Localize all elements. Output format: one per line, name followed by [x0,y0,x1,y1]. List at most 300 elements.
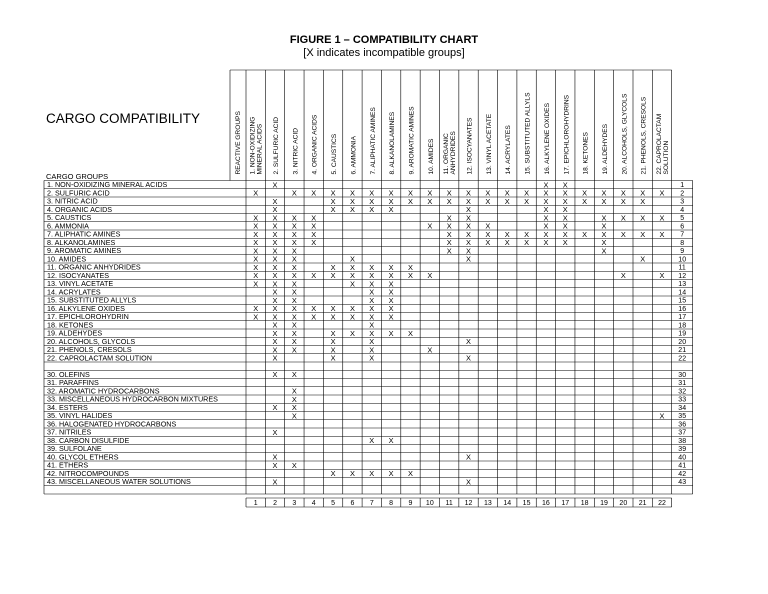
incompatible-mark: X [620,271,626,281]
row-number: 33 [678,396,687,404]
row-number: 12 [678,272,687,280]
incompatible-mark: X [330,353,336,363]
incompatible-mark: X [272,213,278,223]
incompatible-mark: X [349,279,355,289]
incompatible-mark: X [388,279,394,289]
incompatible-mark: X [640,254,646,264]
incompatible-mark: X [543,205,549,215]
incompatible-mark: X [640,188,646,198]
incompatible-mark: X [543,180,549,190]
incompatible-mark: X [388,436,394,446]
row-number: 22 [678,355,687,363]
incompatible-mark: X [504,238,510,248]
incompatible-mark: X [272,262,278,272]
cargo-group-name: 10. AMIDES [47,254,87,264]
incompatible-mark: X [504,229,510,239]
incompatible-mark: X [291,287,297,297]
column-number: 14 [503,500,512,507]
reactive-header-8: 8. ALKANOLAMINES [389,111,397,175]
column-number: 15 [522,500,531,507]
incompatible-mark: X [272,295,278,305]
incompatible-mark: X [349,205,355,215]
cargo-group-name: 38. CARBON DISULFIDE [47,435,130,445]
incompatible-mark: X [272,337,278,347]
incompatible-mark: X [543,238,549,248]
incompatible-mark: X [582,196,588,206]
column-number: 21 [638,500,647,507]
incompatible-mark: X [388,304,394,314]
incompatible-mark: X [601,246,607,256]
row-number: 38 [678,437,687,445]
row-number: 10 [678,256,687,264]
column-number: 20 [619,500,628,507]
cargo-group-name: 41. ETHERS [47,460,89,470]
incompatible-mark: X [272,370,278,380]
incompatible-mark: X [582,188,588,198]
cargo-compatibility-title: CARGO COMPATIBILITY [46,111,201,126]
incompatible-mark: X [330,337,336,347]
column-number: 9 [408,500,413,507]
incompatible-mark: X [408,271,413,281]
column-number: 22 [658,500,666,507]
incompatible-mark: X [291,238,297,248]
incompatible-mark: X [272,452,278,462]
incompatible-mark: X [272,477,278,487]
incompatible-mark: X [369,469,375,479]
incompatible-mark: X [524,196,530,206]
incompatible-mark: X [369,337,375,347]
incompatible-mark: X [408,262,413,272]
incompatible-mark: X [330,328,336,338]
row-number: 3 [680,198,685,206]
cargo-group-name: 34. ESTERS [47,402,88,412]
cargo-group-name: 7. ALIPHATIC AMINES [47,229,121,239]
incompatible-mark: X [291,262,297,272]
column-number: 2 [273,500,277,507]
incompatible-mark: X [601,213,607,223]
incompatible-mark: X [330,345,336,355]
incompatible-mark: X [349,262,355,272]
incompatible-mark: X [291,304,297,314]
incompatible-mark: X [349,271,355,281]
incompatible-mark: X [369,353,375,363]
incompatible-mark: X [601,221,607,231]
reactive-header-5: 5. CAUSTICS [331,133,339,175]
reactive-groups-label: REACTIVE GROUPS [235,111,242,175]
cargo-group-name: 5. CAUSTICS [47,213,92,223]
reactive-header-22: 22. CAPROLACTAM [656,113,664,175]
row-number: 21 [678,347,687,355]
incompatible-mark: X [272,271,278,281]
incompatible-mark: X [388,312,394,322]
incompatible-mark: X [369,436,375,446]
column-number: 11 [445,500,453,507]
cargo-group-name: 20. ALCOHOLS, GLYCOLS [47,336,136,346]
incompatible-mark: X [291,337,297,347]
incompatible-mark: X [272,403,278,413]
column-number: 7 [369,500,374,507]
row-number: 11 [678,264,686,272]
figure-title: FIGURE 1 – COMPATIBILITY CHART [289,34,479,46]
incompatible-mark: X [446,238,452,248]
incompatible-mark: X [543,213,549,223]
incompatible-mark: X [291,411,297,421]
incompatible-mark: X [562,205,568,215]
incompatible-mark: X [291,460,297,470]
incompatible-mark: X [562,188,568,198]
incompatible-mark: X [524,188,530,198]
incompatible-mark: X [272,460,278,470]
row-number: 32 [678,388,687,396]
row-number: 20 [678,338,687,346]
cargo-group-name: 17. EPICHLOROHYDRIN [47,312,129,322]
cargo-group-name: 42. NITROCOMPOUNDS [47,468,129,478]
incompatible-mark: X [659,213,665,223]
incompatible-mark: X [427,221,433,231]
incompatible-mark: X [311,312,317,322]
incompatible-mark: X [291,403,297,413]
reactive-header-22: SOLUTION [663,140,671,175]
incompatible-mark: X [369,279,375,289]
reactive-header-19: 19. ALDEHYDES [601,123,609,175]
incompatible-mark: X [408,328,413,338]
row-number: 13 [678,281,687,289]
row-number: 6 [680,223,685,231]
incompatible-mark: X [408,188,413,198]
incompatible-mark: X [640,213,646,223]
column-number: 3 [292,500,297,507]
incompatible-mark: X [349,188,355,198]
incompatible-mark: X [349,254,355,264]
incompatible-mark: X [311,221,317,231]
cargo-group-name: 16. ALKYLENE OXIDES [47,303,125,313]
cargo-group-name: 19. ALDEHYDES [47,328,103,338]
row-number: 30 [678,371,687,379]
row-number: 16 [678,305,687,313]
incompatible-mark: X [640,196,646,206]
incompatible-mark: X [291,188,297,198]
incompatible-mark: X [466,452,471,462]
cargo-group-name: 21. PHENOLS, CRESOLS [47,345,132,355]
row-number: 31 [678,380,687,388]
incompatible-mark: X [427,345,433,355]
row-number: 18 [678,322,687,330]
row-number: 37 [678,429,687,437]
incompatible-mark: X [291,345,297,355]
incompatible-mark: X [272,246,278,256]
incompatible-mark: X [311,229,317,239]
incompatible-mark: X [446,213,452,223]
reactive-header-4: 4. ORGANIC ACIDS [311,114,319,175]
incompatible-mark: X [291,271,297,281]
cargo-group-name: 15. SUBSTITUTED ALLYLS [47,295,137,305]
incompatible-mark: X [562,213,568,223]
incompatible-mark: X [485,196,491,206]
incompatible-mark: X [620,188,626,198]
incompatible-mark: X [524,229,530,239]
incompatible-mark: X [485,229,491,239]
incompatible-mark: X [369,304,375,314]
incompatible-mark: X [601,196,607,206]
incompatible-mark: X [291,386,297,396]
cargo-group-name: 33. MISCELLANEOUS HYDROCARBON MIXTURES [47,394,218,404]
incompatible-mark: X [562,180,568,190]
incompatible-mark: X [272,196,278,206]
incompatible-mark: X [388,262,394,272]
row-number: 35 [678,413,687,421]
cargo-group-name: 30. OLEFINS [47,369,90,379]
incompatible-mark: X [601,229,607,239]
cargo-group-name: 11. ORGANIC ANHYDRIDES [47,262,141,272]
incompatible-mark: X [640,229,646,239]
column-number: 4 [311,500,316,507]
incompatible-mark: X [427,188,433,198]
incompatible-mark: X [427,196,433,206]
incompatible-mark: X [485,238,491,248]
column-number: 18 [580,500,589,507]
incompatible-mark: X [291,312,297,322]
column-number: 6 [350,500,355,507]
incompatible-mark: X [330,196,336,206]
column-number: 5 [331,500,336,507]
column-number: 13 [483,500,492,507]
incompatible-mark: X [253,246,259,256]
cargo-group-name: 4. ORGANIC ACIDS [47,204,113,214]
incompatible-mark: X [562,221,568,231]
incompatible-mark: X [369,345,375,355]
cargo-group-name: 32. AROMATIC HYDROCARBONS [47,386,160,396]
incompatible-mark: X [485,188,491,198]
row-number: 4 [680,206,685,214]
incompatible-mark: X [369,196,375,206]
figure-subtitle: [X indicates incompatible groups] [303,47,465,59]
incompatible-mark: X [272,180,278,190]
reactive-header-1: MINERAL ACIDS [256,123,264,175]
incompatible-mark: X [659,188,665,198]
cargo-group-name: 36. HALOGENATED HYDROCARBONS [47,419,177,429]
cargo-group-name: 31. PARAFFINS [47,378,99,388]
row-number: 17 [678,314,687,322]
incompatible-mark: X [311,238,317,248]
incompatible-mark: X [408,469,413,479]
incompatible-mark: X [272,221,278,231]
incompatible-mark: X [291,370,297,380]
incompatible-mark: X [620,213,626,223]
row-number: 34 [678,404,687,412]
cargo-group-name: 18. KETONES [47,320,94,330]
incompatible-mark: X [466,213,471,223]
row-number: 41 [678,462,687,470]
reactive-header-11: 11. ORGANIC [443,133,451,175]
column-number: 10 [425,500,434,507]
incompatible-mark: X [272,205,278,215]
incompatible-mark: X [272,427,278,437]
row-number: 19 [678,330,687,338]
incompatible-mark: X [253,271,259,281]
incompatible-mark: X [291,394,297,404]
row-number: 14 [678,289,687,297]
incompatible-mark: X [272,312,278,322]
incompatible-mark: X [388,188,394,198]
cargo-group-name: 13. VINYL ACETATE [47,279,114,289]
incompatible-mark: X [466,221,471,231]
incompatible-mark: X [485,221,491,231]
incompatible-mark: X [330,271,336,281]
incompatible-mark: X [408,196,413,206]
cargo-group-name: 6. AMMONIA [47,221,89,231]
incompatible-mark: X [272,345,278,355]
reactive-header-1: 1. NON-OXIDIZING [249,116,257,175]
reactive-header-13: 13. VINYL ACETATE [485,113,493,175]
incompatible-mark: X [272,254,278,264]
incompatible-mark: X [369,205,375,215]
reactive-header-10: 10. AMIDES [427,138,435,175]
incompatible-mark: X [330,188,336,198]
incompatible-mark: X [504,196,510,206]
incompatible-mark: X [659,271,665,281]
incompatible-mark: X [543,196,549,206]
incompatible-mark: X [466,254,471,264]
incompatible-mark: X [253,312,259,322]
incompatible-mark: X [272,279,278,289]
reactive-header-18: 18. KETONES [582,132,590,175]
column-number: 16 [542,500,550,507]
incompatible-mark: X [388,295,394,305]
incompatible-mark: X [272,328,278,338]
incompatible-mark: X [253,254,259,264]
incompatible-mark: X [543,229,549,239]
row-number: 42 [678,470,687,478]
incompatible-mark: X [253,229,259,239]
incompatible-mark: X [388,328,394,338]
incompatible-mark: X [330,304,336,314]
reactive-header-14: 14. ACRYLATES [505,125,513,175]
cargo-group-name: 40. GLYCOL ETHERS [47,452,119,462]
incompatible-mark: X [466,353,471,363]
column-number: 17 [561,500,570,507]
incompatible-mark: X [291,229,297,239]
incompatible-mark: X [253,238,259,248]
cargo-group-name: 3. NITRIC ACID [47,196,98,206]
incompatible-mark: X [446,246,452,256]
row-number: 36 [678,421,687,429]
row-number: 9 [680,248,685,256]
incompatible-mark: X [349,328,355,338]
incompatible-mark: X [562,238,568,248]
incompatible-mark: X [601,188,607,198]
incompatible-mark: X [466,337,471,347]
incompatible-mark: X [369,287,375,297]
row-number: 5 [680,215,685,223]
incompatible-mark: X [272,304,278,314]
incompatible-mark: X [466,188,471,198]
incompatible-mark: X [349,469,355,479]
row-number: 2 [680,190,685,198]
incompatible-mark: X [466,205,471,215]
reactive-header-7: 7. ALIPHATIC AMINES [369,107,377,175]
incompatible-mark: X [311,213,317,223]
row-number: 43 [678,479,687,487]
reactive-header-17: 17. EPICHLOROHYDRINS [563,94,571,175]
column-number: 1 [253,500,258,507]
incompatible-mark: X [253,262,259,272]
incompatible-mark: X [543,188,549,198]
incompatible-mark: X [330,312,336,322]
column-number: 19 [600,500,608,507]
incompatible-mark: X [466,246,471,256]
incompatible-mark: X [369,262,375,272]
incompatible-mark: X [291,328,297,338]
cargo-groups-label: CARGO GROUPS [46,172,109,181]
incompatible-mark: X [504,188,510,198]
incompatible-mark: X [446,196,452,206]
reactive-header-16: 16. ALKYLENE OXIDES [543,103,551,175]
incompatible-mark: X [524,238,530,248]
incompatible-mark: X [466,477,471,487]
incompatible-mark: X [272,238,278,248]
cargo-group-name: 12. ISOCYANATES [47,270,110,280]
incompatible-mark: X [272,229,278,239]
incompatible-mark: X [330,205,336,215]
incompatible-mark: X [291,213,297,223]
row-number: 15 [678,297,687,305]
incompatible-mark: X [446,221,452,231]
incompatible-mark: X [388,287,394,297]
incompatible-mark: X [543,221,549,231]
incompatible-mark: X [330,469,336,479]
incompatible-mark: X [388,196,394,206]
column-number: 8 [389,500,394,507]
incompatible-mark: X [427,271,433,281]
incompatible-mark: X [620,196,626,206]
incompatible-mark: X [601,238,607,248]
incompatible-mark: X [620,229,626,239]
incompatible-mark: X [253,221,259,231]
incompatible-mark: X [311,304,317,314]
cargo-group-name: 9. AROMATIC AMINES [47,246,122,256]
incompatible-mark: X [253,304,259,314]
reactive-header-12: 12. ISOCYANATES [466,117,474,175]
row-number: 40 [678,454,687,462]
incompatible-mark: X [446,188,452,198]
incompatible-mark: X [253,279,259,289]
incompatible-mark: X [388,205,394,215]
incompatible-mark: X [349,196,355,206]
incompatible-mark: X [562,229,568,239]
incompatible-mark: X [291,320,297,330]
incompatible-mark: X [369,328,375,338]
incompatible-mark: X [311,188,317,198]
incompatible-mark: X [659,229,665,239]
cargo-group-name: 1. NON-OXIDIZING MINERAL ACIDS [47,180,168,190]
incompatible-mark: X [253,188,259,198]
column-number: 12 [464,500,473,507]
cargo-group-name: 43. MISCELLANEOUS WATER SOLUTIONS [47,477,191,487]
reactive-header-15: 15. SUBSTITUTED ALLYLS [524,92,532,175]
incompatible-mark: X [369,188,375,198]
cargo-group-name: 39. SULFOLANE [47,444,102,454]
row-number: 8 [680,239,685,247]
incompatible-mark: X [446,229,452,239]
cargo-group-name: 37. NITRILES [47,427,92,437]
cargo-group-name: 2. SULFURIC ACID [47,188,110,198]
row-number: 39 [678,446,687,454]
incompatible-mark: X [369,271,375,281]
incompatible-mark: X [330,262,336,272]
incompatible-mark: X [562,196,568,206]
incompatible-mark: X [466,196,471,206]
incompatible-mark: X [466,238,471,248]
